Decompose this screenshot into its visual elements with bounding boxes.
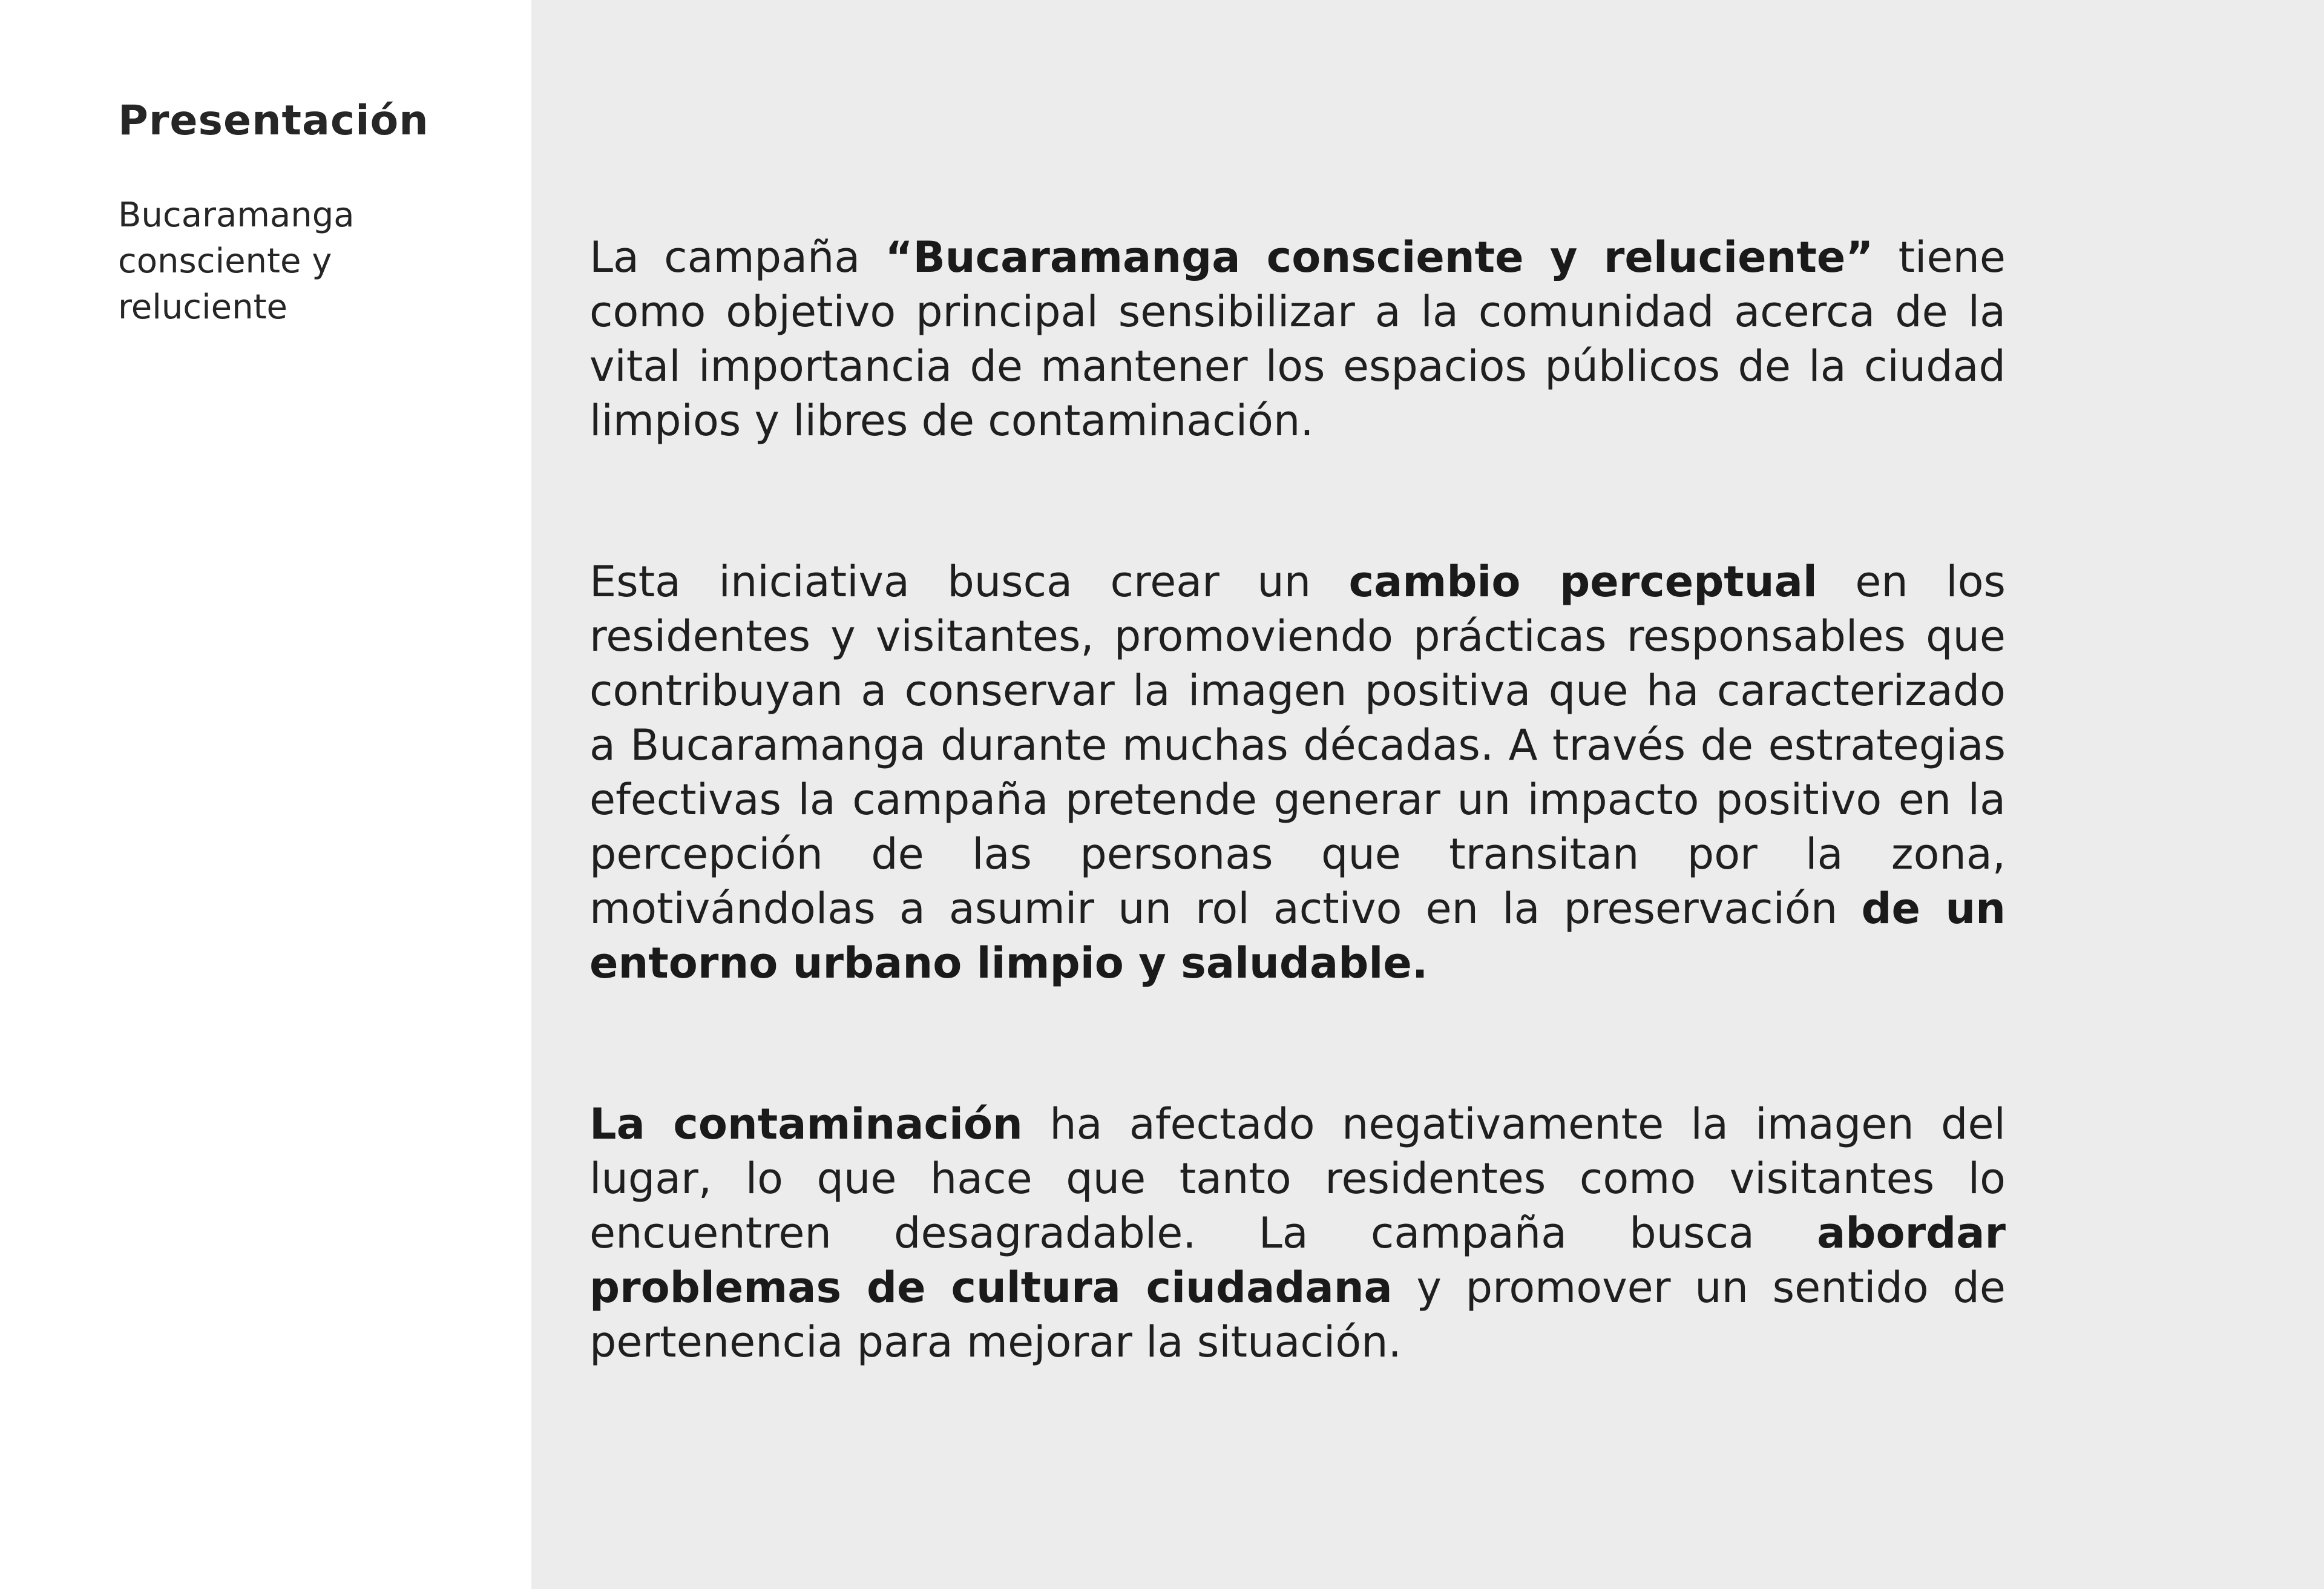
section-title: Presentación [118, 97, 429, 145]
section-subtitle: Bucaramanga consciente y reluciente [118, 196, 355, 327]
paragraph-text: y promover un sentido de pertenencia para mejorar la situación. [589, 1263, 2006, 1367]
cambio-perceptual-emphasis: cambio perceptual [1348, 557, 1817, 607]
paragraph-text: La campaña [589, 232, 885, 282]
sidebar [0, 0, 531, 1589]
contaminacion-emphasis: La contaminación [589, 1099, 1023, 1149]
paragraph-text: ha afectado negativamente la imagen del lugar, lo que hace que tanto residentes como visitantes lo encuentren desagradable. La campaña busca [589, 1099, 2006, 1258]
main-content-panel [531, 0, 2324, 1589]
paragraph-contamination [589, 1097, 2006, 1369]
paragraph-text: tiene como objetivo principal sensibilizar a la comunidad acerca de la vital importancia de mantener los espacios públicos de la ciudad limpios y libres de contaminación. [589, 232, 2006, 446]
paragraph-initiative [589, 554, 2006, 990]
cultura-ciudadana-emphasis: abordar problemas de cultura ciudadana [589, 1208, 2006, 1312]
body-text [589, 230, 2006, 1476]
entorno-urbano-emphasis: de un entorno urbano limpio y saludable. [589, 884, 2006, 988]
paragraph-text: en los residentes y visitantes, promoviendo prácticas responsables que contribuyan a conservar la imagen positiva que ha caracterizado a Bucaramanga durante muchas décadas. A través de estrategias efectivas la campaña pretende generar un impacto positivo en la percepción de las personas que transitan por la zona, motivándolas a asumir un rol activo en la preservación [589, 557, 2006, 933]
campaign-name-emphasis: “Bucaramanga consciente y reluciente” [885, 232, 1874, 282]
paragraph-text: Esta iniciativa busca crear un [589, 557, 1349, 607]
paragraph-objective [589, 230, 2006, 448]
